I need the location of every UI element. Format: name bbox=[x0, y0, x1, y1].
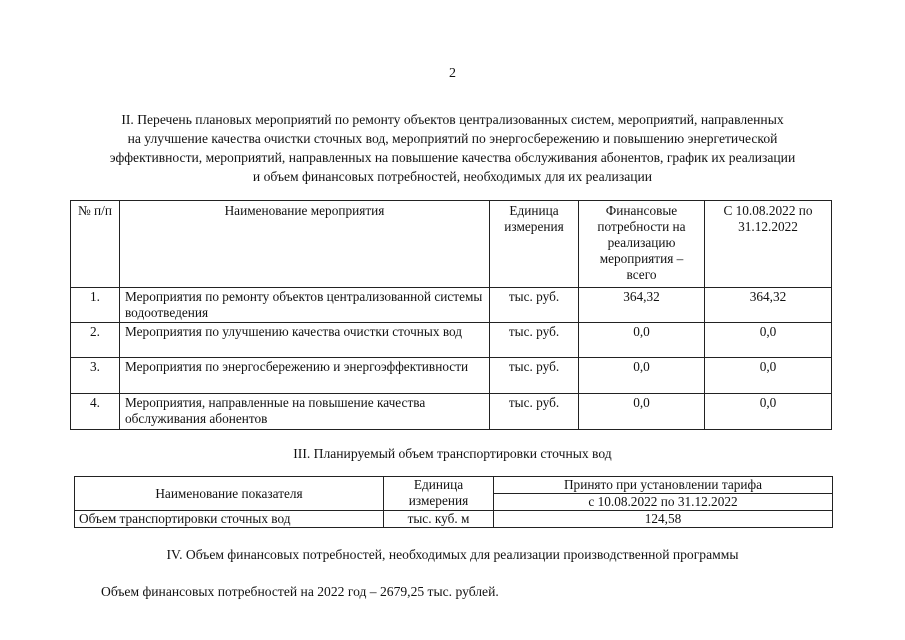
row-name: Мероприятия по ремонту объектов централизованной системы водоотведения bbox=[120, 288, 490, 323]
section-4-title: IV. Объем финансовых потребностей, необходимых для реализации производственной программы bbox=[166, 547, 739, 562]
section-2-title bbox=[40, 110, 865, 186]
row-period: 0,0 bbox=[705, 323, 832, 358]
row-name: Мероприятия по улучшению качества очистки сточных вод bbox=[120, 323, 490, 358]
header-name: Наименование мероприятия bbox=[120, 201, 490, 288]
header-unit: Единица измерения bbox=[490, 201, 579, 288]
header-accepted: Принято при установлении тарифа bbox=[494, 477, 833, 494]
row-period: 364,32 bbox=[705, 288, 832, 323]
header-indicator-name: Наименование показателя bbox=[75, 477, 384, 511]
row-num: 3. bbox=[71, 358, 120, 394]
row-unit: тыс. руб. bbox=[490, 288, 579, 323]
row-period: 0,0 bbox=[705, 394, 832, 430]
table-row bbox=[71, 394, 832, 430]
table-row bbox=[71, 288, 832, 323]
row-total: 364,32 bbox=[579, 288, 705, 323]
row-num: 4. bbox=[71, 394, 120, 430]
table-row bbox=[75, 511, 833, 528]
row-num: 2. bbox=[71, 323, 120, 358]
row-unit: тыс. руб. bbox=[490, 323, 579, 358]
transport-header-row bbox=[75, 477, 833, 494]
measures-header-row bbox=[71, 201, 832, 288]
row-name: Мероприятия по энергосбережению и энергоэффективности bbox=[120, 358, 490, 394]
section-2-title-line: на улучшение качества очистки сточных вод, мероприятий по энергосбережению и повышению энергетической bbox=[127, 131, 778, 146]
financial-total-text: Объем финансовых потребностей на 2022 год – 2679,25 тыс. рублей. bbox=[101, 584, 499, 599]
header-period: с 10.08.2022 по 31.12.2022 bbox=[494, 494, 833, 511]
section-2-title-line: II. Перечень плановых мероприятий по ремонту объектов централизованных систем, мероприятий, направленных bbox=[121, 112, 784, 127]
section-2-title-line: и объем финансовых потребностей, необходимых для их реализации bbox=[252, 169, 653, 184]
header-unit: Единица измерения bbox=[384, 477, 494, 511]
header-num: № п/п bbox=[71, 201, 120, 288]
table-row bbox=[71, 323, 832, 358]
row-num: 1. bbox=[71, 288, 120, 323]
page-number: 2 bbox=[449, 66, 456, 81]
row-total: 0,0 bbox=[579, 394, 705, 430]
header-total: Финансовые потребности на реализацию мероприятия – всего bbox=[579, 201, 705, 288]
section-3-title: III. Планируемый объем транспортировки сточных вод bbox=[293, 446, 612, 461]
row-period: 0,0 bbox=[705, 358, 832, 394]
row-name: Мероприятия, направленные на повышение качества обслуживания абонентов bbox=[120, 394, 490, 430]
row-total: 0,0 bbox=[579, 358, 705, 394]
row-unit: тыс. руб. bbox=[490, 394, 579, 430]
transport-table bbox=[74, 476, 833, 528]
row-name: Объем транспортировки сточных вод bbox=[75, 511, 384, 528]
row-unit: тыс. руб. bbox=[490, 358, 579, 394]
measures-table bbox=[70, 200, 832, 430]
row-value: 124,58 bbox=[494, 511, 833, 528]
row-unit: тыс. куб. м bbox=[384, 511, 494, 528]
table-row bbox=[71, 358, 832, 394]
section-2-title-line: эффективности, мероприятий, направленных на повышение качества обслуживания абонентов, график их реализации bbox=[109, 150, 796, 165]
row-total: 0,0 bbox=[579, 323, 705, 358]
header-period: С 10.08.2022 по 31.12.2022 bbox=[705, 201, 832, 288]
